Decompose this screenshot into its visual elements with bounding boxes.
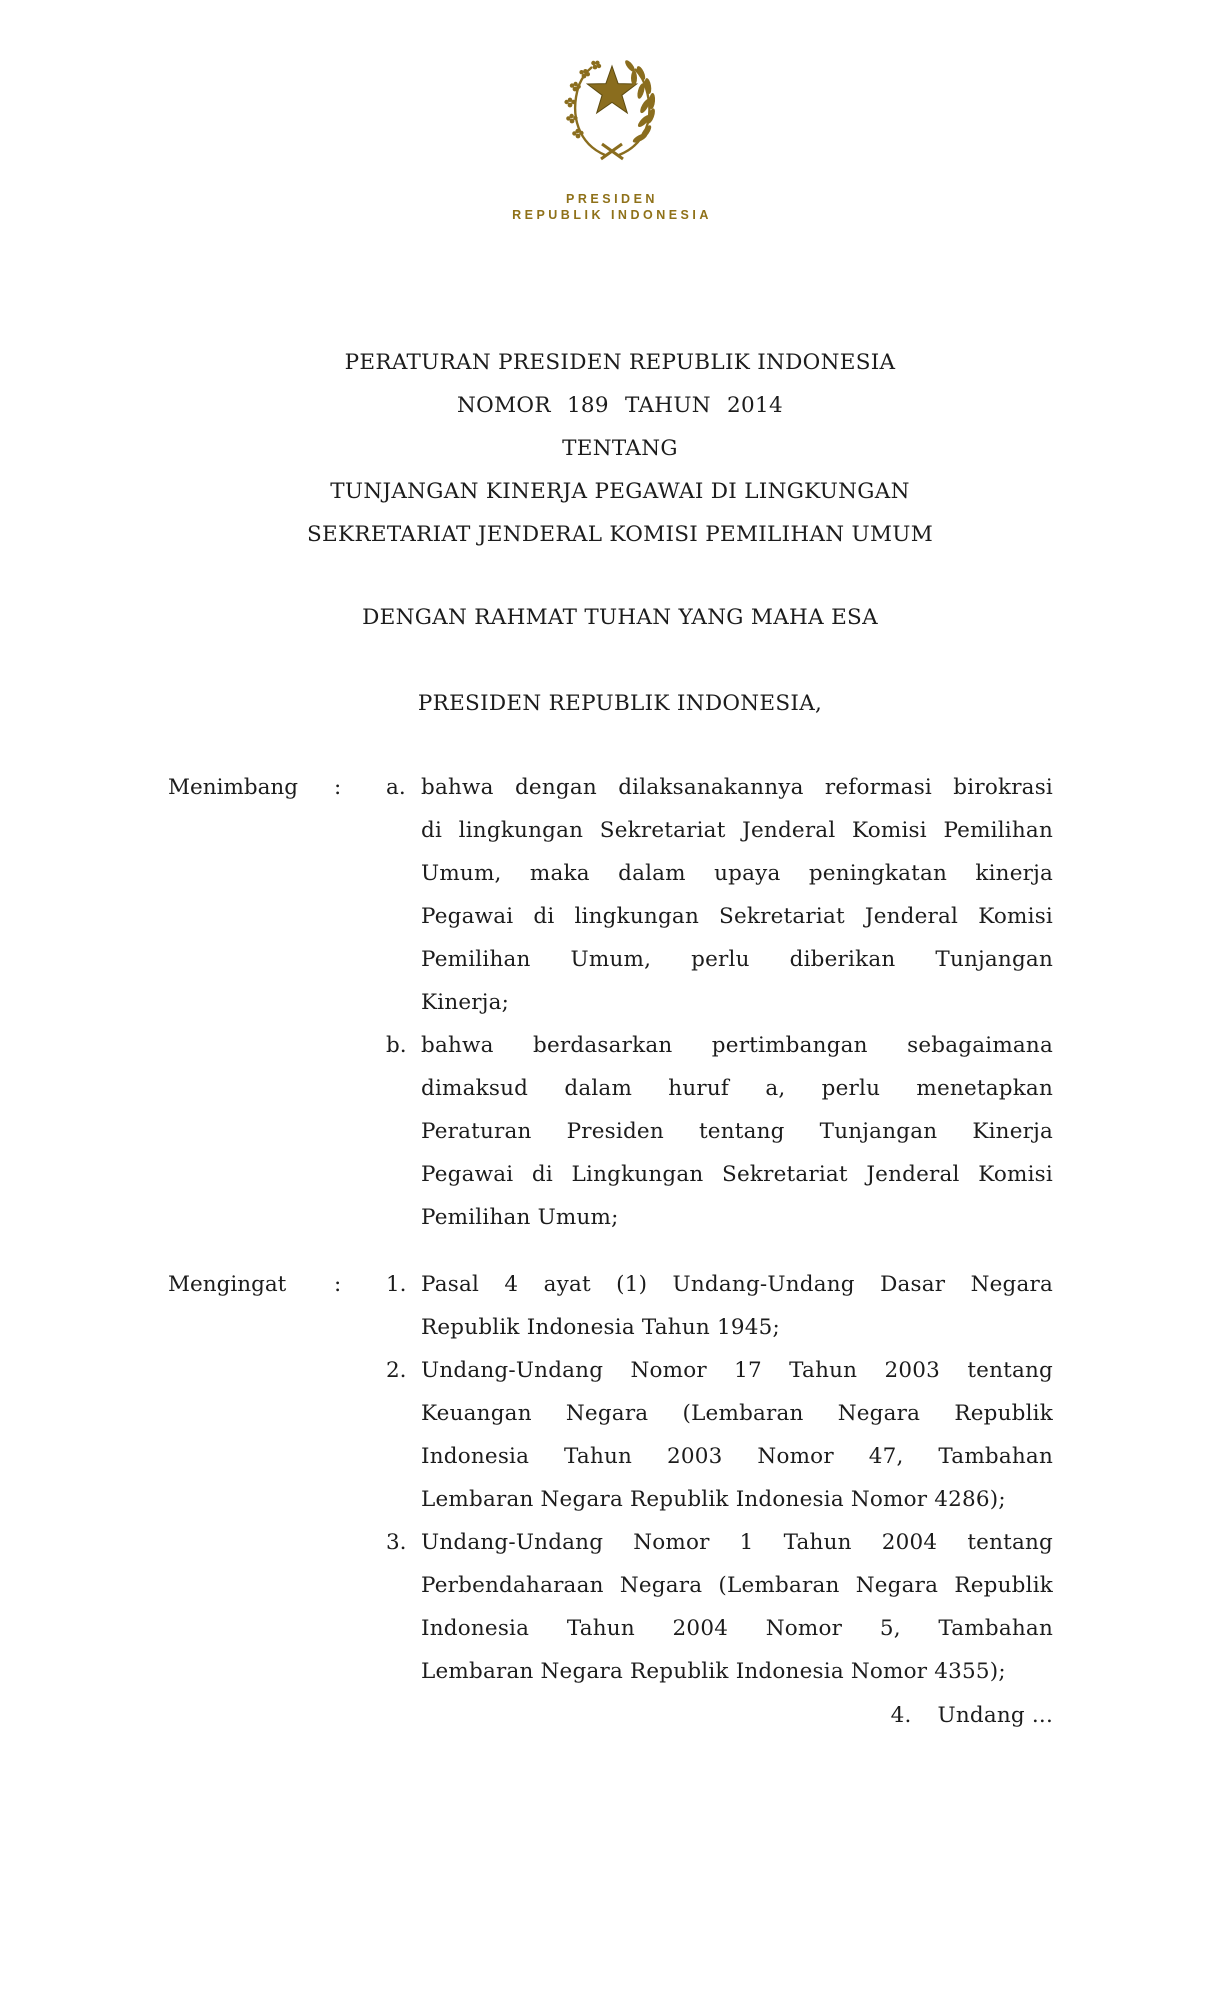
recalling-item-2-line: Indonesia Tahun 2003 Nomor 47, Tambahan	[421, 1444, 1053, 1469]
title-line-1: PERATURAN PRESIDEN REPUBLIK INDONESIA	[344, 350, 896, 375]
considering-item-a-line: bahwa dengan dilaksanakannya reformasi birokrasi	[421, 775, 1053, 800]
title-subject-line-2: SEKRETARIAT JENDERAL KOMISI PEMILIHAN UMUM	[306, 522, 934, 547]
considering-item-a-line: Pegawai di lingkungan Sekretariat Jenderal Komisi	[421, 904, 1053, 929]
considering-item-b-line: bahwa berdasarkan pertimbangan sebagaimana	[421, 1033, 1053, 1058]
considering-item-a-line: Umum, maka dalam upaya peningkatan kinerja	[421, 861, 1053, 886]
recalling-item-2-line: Undang-Undang Nomor 17 Tahun 2003 tentang	[421, 1358, 1053, 1383]
recalling-colon: :	[334, 1272, 342, 1297]
considering-item-a-line: Kinerja;	[421, 990, 510, 1015]
recalling-item-3-marker: 3.	[386, 1530, 407, 1555]
catchword-text: Undang ...	[937, 1703, 1053, 1728]
recalling-item-2-line: Lembaran Negara Republik Indonesia Nomor 4286);	[421, 1487, 1006, 1512]
considering-item-a-line: Pemilihan Umum, perlu diberikan Tunjangan	[421, 947, 1053, 972]
considering-colon: :	[334, 775, 342, 800]
title-number-line: NOMOR 189 TAHUN 2014	[457, 393, 783, 418]
considering-item-b-line: Pegawai di Lingkungan Sekretariat Jenderal Komisi	[421, 1162, 1053, 1187]
recalling-item-2-marker: 2.	[386, 1358, 407, 1383]
catchword-line	[421, 1694, 1053, 1737]
considering-item-a-line: di lingkungan Sekretariat Jenderal Komisi Pemilihan	[421, 818, 1053, 843]
presidential-emblem-icon	[552, 58, 672, 166]
considering-label: Menimbang	[168, 775, 299, 800]
recalling-item-3-line: Indonesia Tahun 2004 Nomor 5, Tambahan	[421, 1616, 1053, 1641]
considering-item-a-marker: a.	[386, 775, 406, 800]
letterhead	[0, 191, 1224, 223]
recalling-item-1-marker: 1.	[386, 1272, 407, 1297]
recalling-item-1-line: Republik Indonesia Tahun 1945;	[421, 1315, 780, 1340]
considering-item-b-marker: b.	[386, 1033, 407, 1058]
recalling-label: Mengingat	[168, 1272, 287, 1297]
letterhead-presiden: PRESIDEN	[566, 192, 658, 206]
considering-item-b-line: dimaksud dalam huruf a, perlu menetapkan	[421, 1076, 1053, 1101]
recalling-item-3-line: Perbendaharaan Negara (Lembaran Negara Republik	[421, 1573, 1053, 1598]
letterhead-republik-indonesia: REPUBLIK INDONESIA	[512, 208, 712, 222]
recalling-item-2-line: Keuangan Negara (Lembaran Negara Republik	[421, 1401, 1053, 1426]
title-tentang: TENTANG	[562, 436, 678, 461]
invocation-line: DENGAN RAHMAT TUHAN YANG MAHA ESA	[362, 605, 878, 630]
recalling-item-3-line: Lembaran Negara Republik Indonesia Nomor 4355);	[421, 1659, 1006, 1684]
recalling-item-3-line: Undang-Undang Nomor 1 Tahun 2004 tentang	[421, 1530, 1053, 1555]
considering-item-b-line: Peraturan Presiden tentang Tunjangan Kinerja	[421, 1119, 1053, 1144]
title-subject-line-1: TUNJANGAN KINERJA PEGAWAI DI LINGKUNGAN	[330, 479, 910, 504]
authority-line: PRESIDEN REPUBLIK INDONESIA,	[417, 691, 823, 716]
recalling-item-1-line: Pasal 4 ayat (1) Undang-Undang Dasar Negara	[421, 1272, 1053, 1297]
considering-item-b-line: Pemilihan Umum;	[421, 1205, 619, 1230]
catchword-marker: 4.	[890, 1703, 912, 1728]
